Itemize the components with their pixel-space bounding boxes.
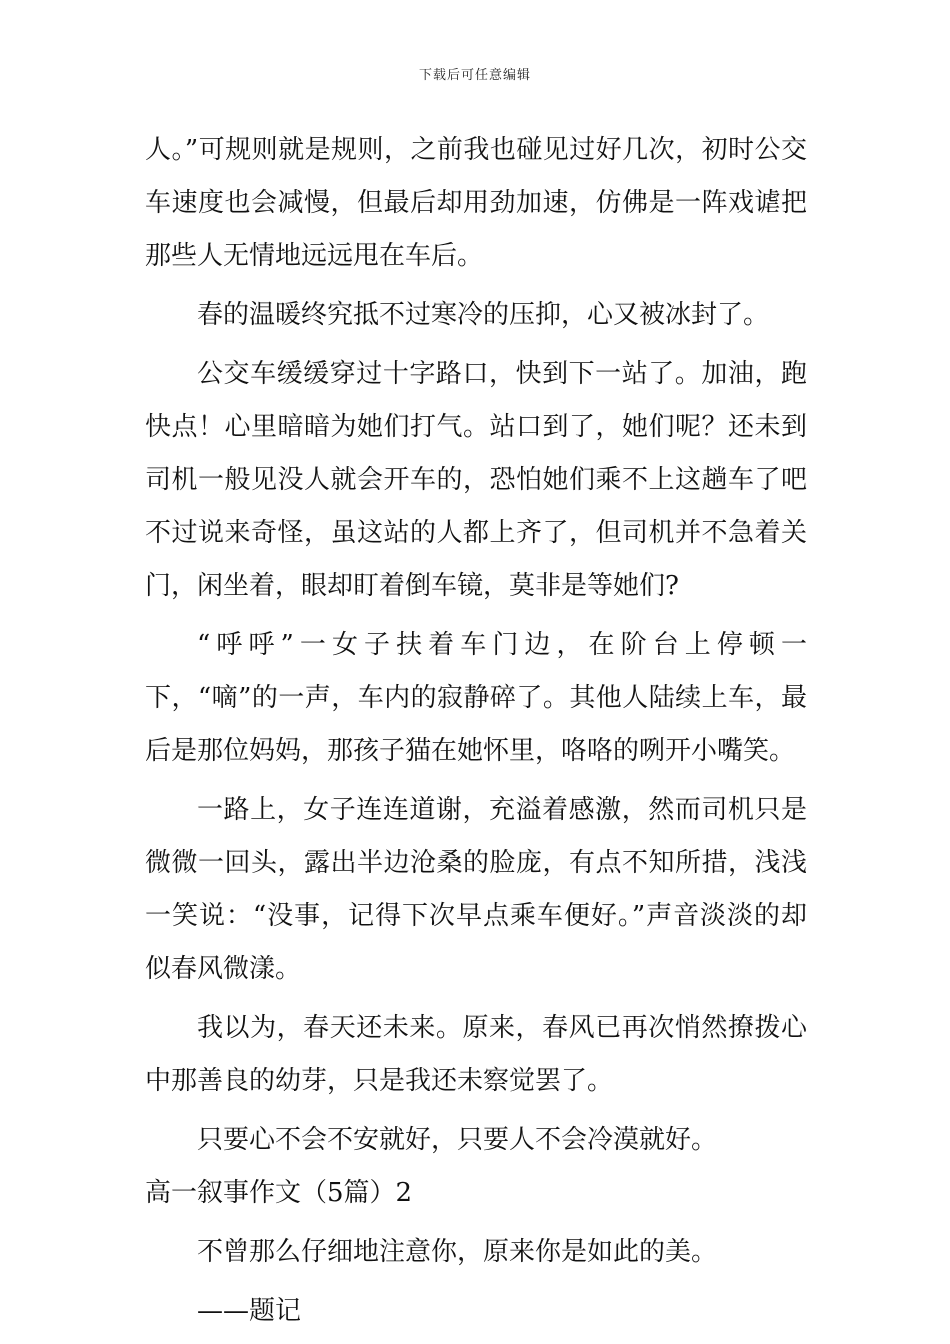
paragraph-2: 春的温暖终究抵不过寒冷的压抑，心又被冰封了。 — [197, 300, 770, 330]
paragraph-3: 公交车缓缓穿过十字路口，快到下一站了。加油，跑快点！心里暗暗为她们打气。站口到了，她们呢？还未到司机一般见没人就会开车的，恐怕她们乘不上这趟车了吧不过说来奇怪，虽这站的人都上齐了，但司机并不急着关门，闲坐着，眼却盯着倒车镜，莫非是等她们? — [145, 359, 807, 601]
paragraph-1: 人。”可规则就是规则，之前我也碰见过好几次，初时公交车速度也会减慢，但最后却用劲加速，仿佛是一阵戏谑把那些人无情地远远甩在车后。 — [145, 135, 807, 271]
intro-line: 不曾那么仔细地注意你，原来你是如此的美。 — [197, 1237, 718, 1267]
paragraph-4: “呼呼”一女子扶着车门边，在阶台上停顿一下，“嘀”的一声，车内的寂静碎了。其他人陆续上车，最后是那位妈妈，那孩子猫在她怀里，咯咯的咧开小嘴笑。 — [145, 630, 807, 766]
paragraph-6: 我以为，春天还未来。原来，春风已再次悄然撩拨心中那善良的幼芽，只是我还未察觉罢了。 — [145, 1013, 807, 1096]
page-header: 下载后可任意编辑 — [418, 68, 531, 83]
epigraph-label: ——题记 — [197, 1296, 302, 1326]
paragraph-5: 一路上，女子连连道谢，充溢着感激，然而司机只是微微一回头，露出半边沧桑的脸庞，有点不知所措，浅浅一笑说：“没事，记得下次早点乘车便好。”声音淡淡的却似春风微漾。 — [145, 795, 807, 984]
document-body — [145, 124, 807, 1338]
section-title: 高一叙事作文（5篇）2 — [145, 1178, 413, 1208]
paragraph-7: 只要心不会不安就好，只要人不会冷漠就好。 — [197, 1125, 718, 1155]
